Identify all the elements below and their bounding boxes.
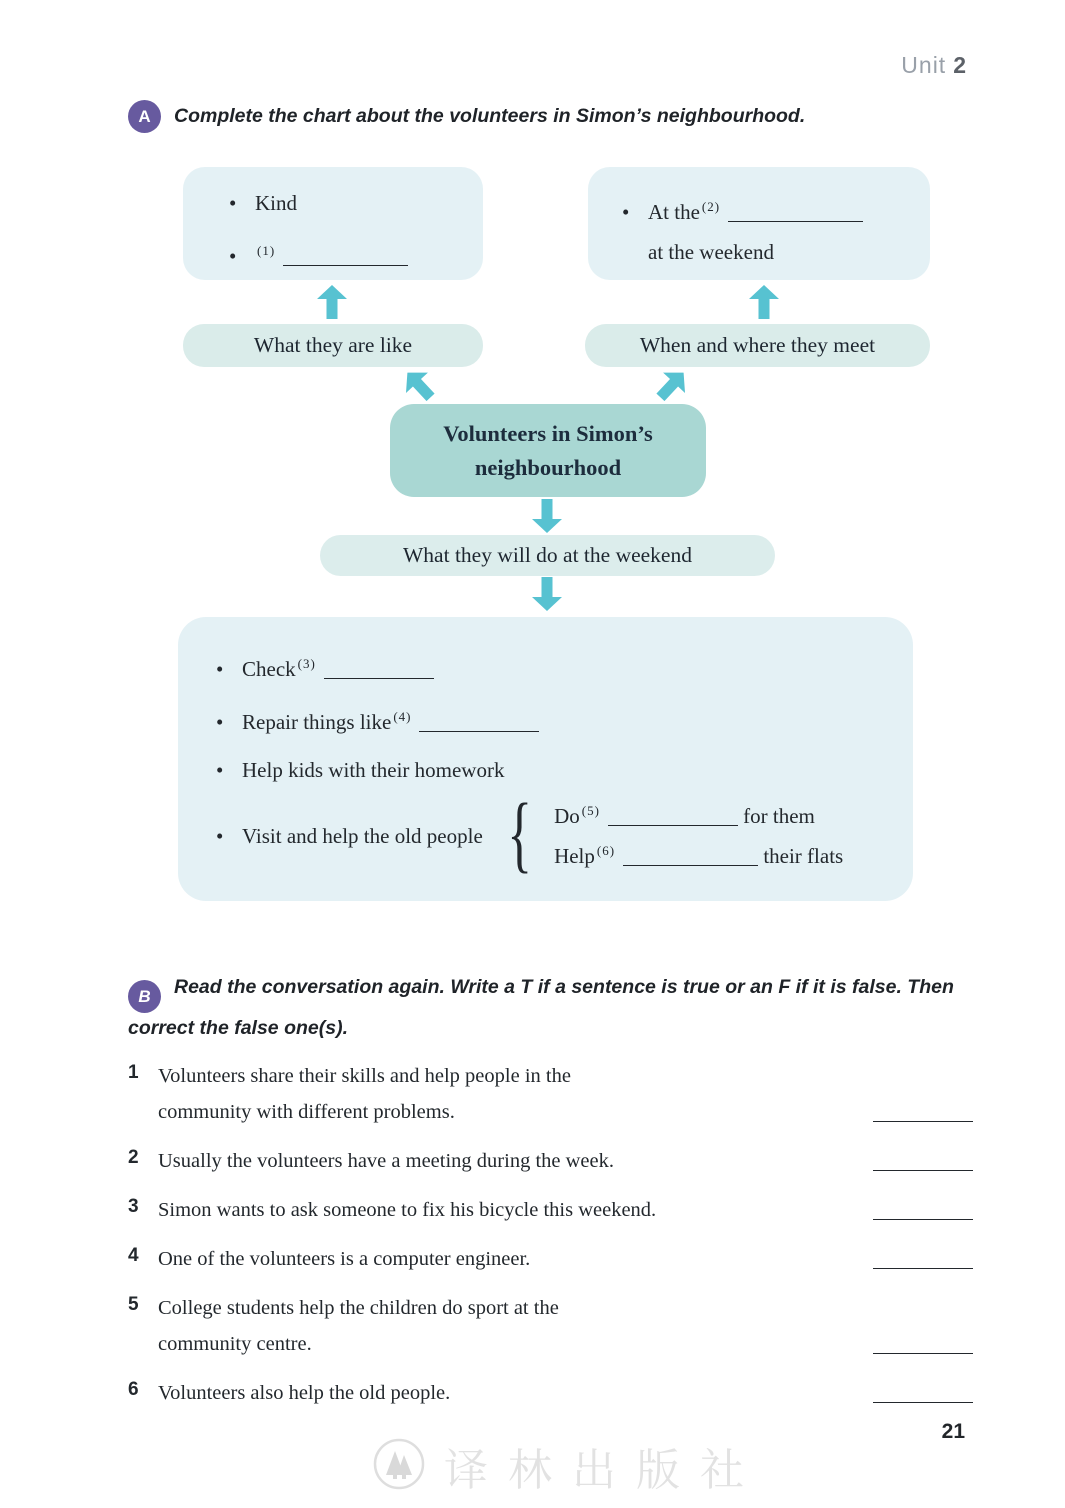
publisher-name: 译林出版社	[444, 1446, 764, 1495]
statement-row-2	[128, 1143, 973, 1179]
answer-blank-5	[608, 813, 738, 826]
tf-answer-blank-6	[873, 1402, 973, 1403]
traits-box	[183, 167, 483, 280]
instr-part: if it is false. Then	[790, 976, 954, 998]
meet-line1-pre: At the	[648, 200, 700, 224]
tf-answer-blank-2	[873, 1170, 973, 1171]
center-node-line1: Volunteers in Simon’s	[443, 420, 653, 446]
tf-blank-col	[863, 1241, 973, 1277]
visit-help-post: their flats	[763, 844, 844, 868]
answer-blank-2	[728, 209, 863, 222]
visit-sub-do	[554, 803, 843, 829]
up-arrow-icon	[317, 285, 347, 319]
statement-line: One of the volunteers is a computer engineer.	[158, 1248, 531, 1270]
statement-row-3	[128, 1192, 973, 1228]
section-a-instruction: Complete the chart about the volunteers in Simon’s neighbourhood.	[174, 105, 806, 127]
traits-item-blank1-text	[255, 236, 408, 271]
bullet-icon: •	[216, 657, 224, 681]
statement-line: College students help the children do sport at the	[158, 1297, 559, 1319]
bullet-icon: •	[216, 758, 224, 782]
bottom-branch-label: What they will do at the weekend	[320, 535, 775, 576]
statement-number: 4	[128, 1245, 139, 1266]
sup-1: (1)	[257, 243, 276, 258]
up-arrow-icon	[749, 285, 779, 319]
page-number: 21	[941, 1420, 965, 1443]
meet-line1-text	[648, 192, 863, 227]
false-letter: F	[778, 976, 791, 998]
instr-part: Read the conversation again. Write a	[174, 976, 521, 998]
publisher-watermark	[372, 1434, 764, 1498]
statement-number: 6	[128, 1379, 139, 1400]
todo-item-visit: • Visit and help the old people { Do $^{(5)}$ for them Help $^{(6)}$ their flats	[216, 785, 844, 881]
tf-answer-blank-4	[873, 1268, 973, 1269]
visit-do-pre: Do	[554, 804, 580, 828]
sup-2: (2)	[701, 199, 721, 214]
section-b-header	[128, 972, 980, 1044]
bullet-icon: •	[622, 200, 630, 224]
down-arrow-icon	[532, 499, 562, 533]
publisher-logo-icon	[372, 1437, 426, 1496]
tf-blank-col	[863, 1058, 973, 1130]
statements-list	[128, 1058, 973, 1424]
tf-answer-blank-3	[873, 1219, 973, 1220]
diagonal-arrow-icon	[396, 362, 441, 407]
answer-blank-6	[623, 853, 758, 866]
meet-box	[588, 167, 930, 280]
traits-item-kind-text: Kind	[255, 191, 297, 215]
statement-number: 2	[128, 1147, 139, 1168]
unit-label: Unit	[901, 52, 947, 78]
true-letter: T	[520, 976, 533, 998]
statement-row-1	[128, 1058, 973, 1130]
statement-text	[158, 1241, 863, 1277]
sup-4: (4)	[393, 709, 412, 724]
meet-line2: at the weekend	[648, 240, 774, 264]
center-node	[390, 404, 706, 497]
bullet-icon: •	[216, 710, 224, 734]
bullet-icon: •	[229, 244, 237, 268]
statement-number: 1	[128, 1062, 139, 1083]
bullet-icon: •	[216, 823, 224, 848]
statement-text	[158, 1058, 863, 1130]
todo-check-pre: Check	[242, 657, 296, 681]
statement-line: Volunteers also help the old people.	[158, 1382, 451, 1404]
todo-item-repair	[216, 702, 913, 737]
section-a-badge: A	[128, 100, 161, 133]
tf-blank-col	[863, 1192, 973, 1228]
statement-row-4	[128, 1241, 973, 1277]
tf-answer-blank-5	[873, 1353, 973, 1354]
todo-item-homework-text: Help kids with their homework	[242, 758, 505, 782]
todo-item-check-text	[242, 649, 434, 684]
left-branch-label: What they are like	[183, 324, 483, 367]
statement-line: community with different problems.	[158, 1101, 455, 1123]
statement-row-6	[128, 1375, 973, 1411]
sup-6: (6)	[596, 843, 616, 858]
tf-answer-blank-1	[873, 1121, 973, 1122]
section-b-instruction-line1	[128, 972, 980, 1013]
statement-text	[158, 1192, 863, 1228]
statement-row-5	[128, 1290, 973, 1362]
answer-blank-3	[324, 666, 434, 679]
visit-sub-help	[554, 843, 843, 869]
statement-text	[158, 1290, 863, 1362]
unit-number: 2	[953, 52, 967, 78]
todo-box	[178, 617, 913, 901]
tf-blank-col	[863, 1143, 973, 1179]
tf-blank-col	[863, 1375, 973, 1411]
statement-line: Usually the volunteers have a meeting during the week.	[158, 1150, 614, 1172]
right-branch-label: When and where they meet	[585, 324, 930, 367]
section-b-badge: B	[128, 980, 161, 1013]
visit-help-pre: Help	[554, 844, 595, 868]
traits-item-kind	[229, 188, 483, 218]
visit-do-post: for them	[743, 804, 815, 828]
statement-text	[158, 1143, 863, 1179]
sup-5: (5)	[581, 803, 600, 818]
todo-repair-pre: Repair things like	[242, 710, 392, 734]
statement-line: community centre.	[158, 1333, 312, 1355]
statement-number: 5	[128, 1294, 139, 1315]
tf-blank-col	[863, 1290, 973, 1362]
statement-line: Simon wants to ask someone to fix his bicycle this weekend.	[158, 1199, 657, 1221]
visit-sub-items	[554, 803, 843, 869]
todo-item-homework	[216, 755, 913, 785]
answer-blank-1	[283, 253, 408, 266]
statement-line: Volunteers share their skills and help people in the	[158, 1065, 571, 1087]
diagonal-arrow-icon	[649, 362, 694, 407]
todo-item-visit-text: Visit and help the old people	[242, 823, 483, 848]
statement-text	[158, 1375, 863, 1411]
meet-line1	[622, 192, 930, 227]
down-arrow-icon	[532, 577, 562, 611]
bullet-icon: •	[229, 191, 237, 215]
statement-number: 3	[128, 1196, 139, 1217]
section-b-instruction-line2: correct the false one(s).	[128, 1017, 348, 1039]
sup-3: (3)	[297, 656, 316, 671]
todo-item-repair-text	[242, 702, 539, 737]
unit-header	[901, 52, 967, 79]
section-a-header	[128, 100, 988, 133]
instr-part: if a sentence is true or an	[532, 976, 779, 998]
traits-item-blank1	[229, 236, 483, 271]
todo-item-check	[216, 649, 913, 684]
center-node-line2: neighbourhood	[474, 454, 622, 480]
answer-blank-4	[419, 719, 539, 732]
